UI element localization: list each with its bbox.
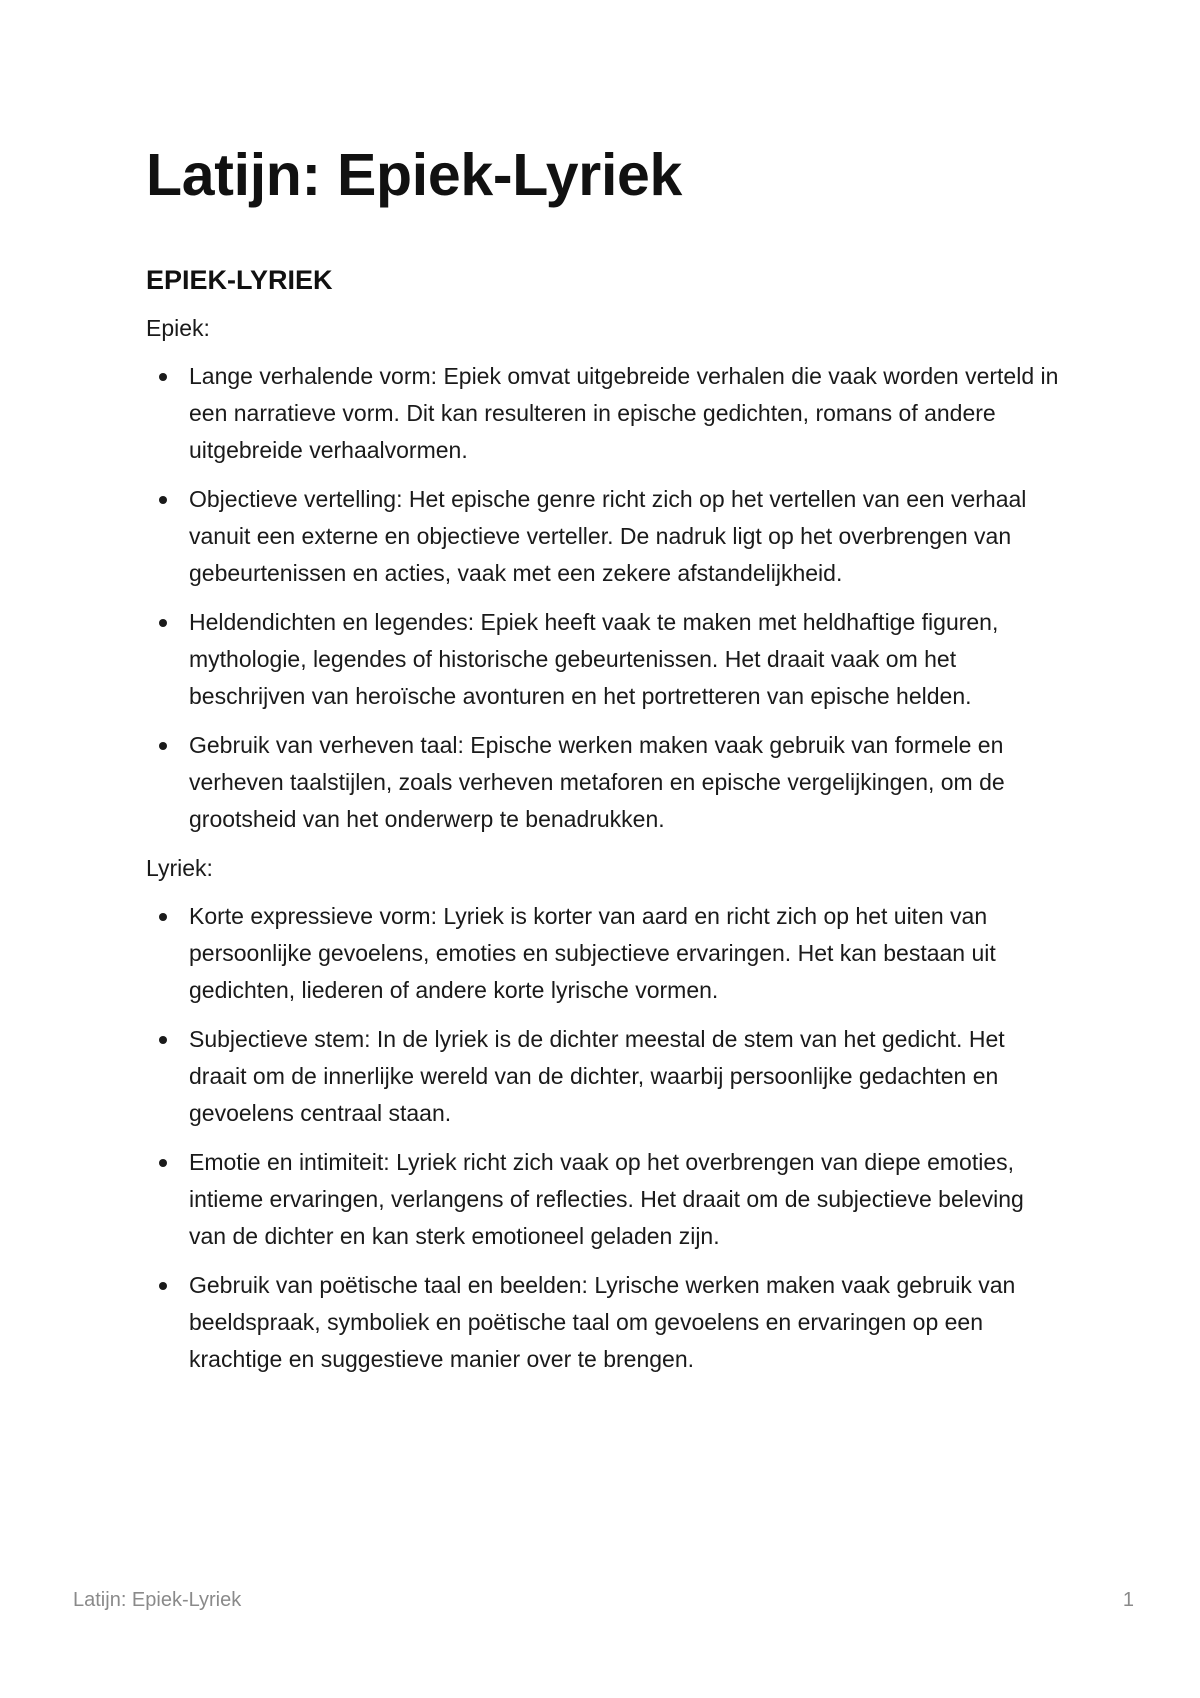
bullet-icon <box>159 742 167 750</box>
section-heading: EPIEK-LYRIEK <box>146 265 333 295</box>
bullet-icon <box>159 373 167 381</box>
list-item <box>146 358 1066 469</box>
list-item-text: Gebruik van poëtische taal en beelden: Lyrische werken maken vaak gebruik van beeldspraak, symboliek en poëtische taal om gevoelens en ervaringen op een krachtige en suggestieve manier over te brengen. <box>189 1272 1016 1372</box>
list-item-text: Heldendichten en legendes: Epiek heeft vaak te maken met heldhaftige figuren, mythologie, legendes of historische gebeurtenissen. Het draait vaak om het beschrijven van heroïsche avonturen en het portretteren van epische helden. <box>189 609 999 709</box>
list-item <box>146 727 1066 838</box>
list-item <box>146 1021 1066 1132</box>
page-title: Latijn: Epiek-Lyriek <box>146 142 683 208</box>
footer-title: Latijn: Epiek-Lyriek <box>73 1589 242 1611</box>
list-item <box>146 898 1066 1009</box>
list-item-text: Gebruik van verheven taal: Epische werken maken vaak gebruik van formele en verheven taalstijlen, zoals verheven metaforen en epische vergelijkingen, om de grootsheid van het onderwerp te benadrukken. <box>189 732 1005 832</box>
epiek-list <box>146 358 1066 838</box>
list-item-text: Emotie en intimiteit: Lyriek richt zich vaak op het overbrengen van diepe emoties, intieme ervaringen, verlangens of reflecties. Het draait om de subjectieve beleving van de dichter en kan sterk emotioneel geladen zijn. <box>189 1149 1024 1249</box>
bullet-icon <box>159 1036 167 1044</box>
page-content <box>146 140 1066 1390</box>
bullet-icon <box>159 619 167 627</box>
bullet-icon <box>159 913 167 921</box>
list-item <box>146 481 1066 592</box>
list-item-text: Subjectieve stem: In de lyriek is de dichter meestal de stem van het gedicht. Het draait om de innerlijke wereld van de dichter, waarbij persoonlijke gedachten en gevoelens centraal staan. <box>189 1026 1005 1126</box>
epiek-label: Epiek: <box>146 315 210 341</box>
lyriek-list <box>146 898 1066 1378</box>
page-number: 1 <box>1122 1589 1134 1611</box>
lyriek-label: Lyriek: <box>146 855 213 881</box>
bullet-icon <box>159 496 167 504</box>
bullet-icon <box>159 1159 167 1167</box>
list-item-text: Objectieve vertelling: Het epische genre richt zich op het vertellen van een verhaal vanuit een externe en objectieve verteller. De nadruk ligt op het overbrengen van gebeurtenissen en acties, vaak met een zekere afstandelijkheid. <box>189 486 1027 586</box>
list-item <box>146 1144 1066 1255</box>
list-item-text: Korte expressieve vorm: Lyriek is korter van aard en richt zich op het uiten van persoonlijke gevoelens, emoties en subjectieve ervaringen. Het kan bestaan uit gedichten, liederen of andere korte lyrische vormen. <box>189 903 996 1003</box>
bullet-icon <box>159 1282 167 1290</box>
list-item-text: Lange verhalende vorm: Epiek omvat uitgebreide verhalen die vaak worden verteld in een narratieve vorm. Dit kan resulteren in epische gedichten, romans of andere uitgebreide verhaalvormen. <box>189 363 1059 463</box>
list-item <box>146 604 1066 715</box>
list-item <box>146 1267 1066 1378</box>
